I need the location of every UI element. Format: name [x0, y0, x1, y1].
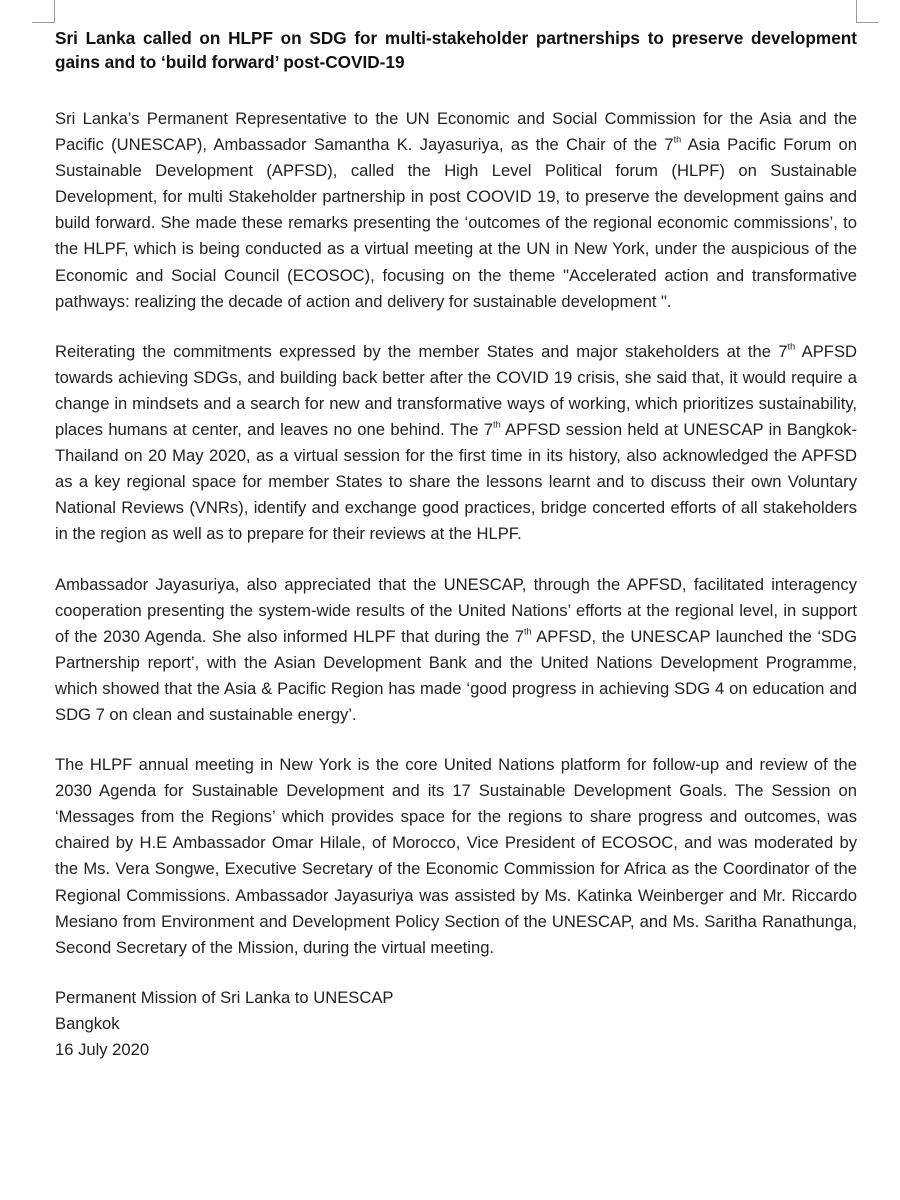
signature-organization: Permanent Mission of Sri Lanka to UNESCAP: [55, 987, 394, 1007]
paragraph-2-text-b: APFSD towards achieving SDGs, and building back better after the COVID 19 crisis, she said that, it would require a change in mindsets and a search for new and transformative ways of working, which prioritizes sustainability, places humans at center, and leaves no one behind. The 7: [55, 341, 857, 440]
paragraph-2-text-c: APFSD session held at UNESCAP in Bangkok-Thailand on 20 May 2020, as a virtual session for the first time in its history, also acknowledged the APFSD as a key regional space for member States to share the lessons learnt and to discuss their own Voluntary National Reviews (VNRs), identify and exchange good practices, bridge concerted efforts of all stakeholders in the region as well as to prepare for their reviews at the HLPF.: [55, 420, 858, 544]
document-title: Sri Lanka called on HLPF on SDG for multi-stakeholder partnerships to preserve development gains and to ‘build forward’ post-COVID-19: [55, 28, 857, 72]
signature-date: 16 July 2020: [55, 1039, 150, 1059]
paragraph-1: [55, 106, 857, 315]
ordinal-suffix: th: [673, 134, 682, 145]
paragraph-2-text-a: Reiterating the commitments expressed by the member States and major stakeholders at the 7: [55, 341, 788, 361]
paragraph-3-text-a: Ambassador Jayasuriya, also appreciated that the UNESCAP, through the APFSD, facilitated interagency cooperation presenting the system-wide results of the United Nations’ efforts at the regional level, in support of the 2030 Agenda. She also informed HLPF that during the 7: [55, 574, 857, 646]
ordinal-suffix: th: [523, 625, 532, 636]
paragraph-1-text-a: Sri Lanka’s Permanent Representative to the UN Economic and Social Commission for the Asia and the Pacific (UNESCAP), Ambassador Samantha K. Jayasuriya, as the Chair of the 7: [55, 109, 857, 155]
paragraph-1-text-b: Asia Pacific Forum on Sustainable Development (APFSD), called the High Level Political forum (HLPF) on Sustainable Development, for multi Stakeholder partnership in post COOVID 19, to preserve the development gains and build forward. She made these remarks presenting the ‘outcomes of the regional economic commissions’, to the HLPF, which is being conducted as a virtual meeting at the UN in New York, under the auspicious of the Economic and Social Council (ECOSOC), focusing on the theme "Accelerated action and transformative pathways: realizing the decade of action and delivery for sustainable development ".: [55, 135, 857, 311]
document-page: [55, 26, 857, 1063]
signature-city: Bangkok: [55, 1013, 120, 1033]
paragraph-3-text-b: APFSD, the UNESCAP launched the ‘SDG Partnership report’, with the Asian Development Bank and the United Nations Development Programme, which showed that the Asia & Pacific Region has made ‘good progress in achieving SDG 4 on education and SDG 7 on clean and sustainable energy’.: [55, 626, 857, 724]
ordinal-suffix: th: [493, 419, 501, 430]
paragraph-3: [55, 572, 857, 729]
paragraph-2: [55, 339, 857, 548]
page-corner-mark-right: [856, 0, 879, 23]
ordinal-suffix: th: [787, 341, 796, 351]
signature-block: [55, 985, 857, 1063]
paragraph-4: The HLPF annual meeting in New York is the core United Nations platform for follow-up and review of the 2030 Agenda for Sustainable Development and its 17 Sustainable Development Goals. The Session on ‘Messages from the Regions’ which provides space for the regions to share progress and outcomes, was chaired by H.E Ambassador Omar Hilale, of Morocco, Vice President of ECOSOC, and was moderated by the Ms. Vera Songwe, Executive Secretary of the Economic Commission for Africa as the Coordinator of the Regional Commissions. Ambassador Jayasuriya was assisted by Ms. Katinka Weinberger and Mr. Riccardo Mesiano from Environment and Development Policy Section of the UNESCAP, and Ms. Saritha Ranathunga, Second Secretary of the Mission, during the virtual meeting.: [55, 755, 857, 957]
page-corner-mark-left: [32, 0, 55, 23]
